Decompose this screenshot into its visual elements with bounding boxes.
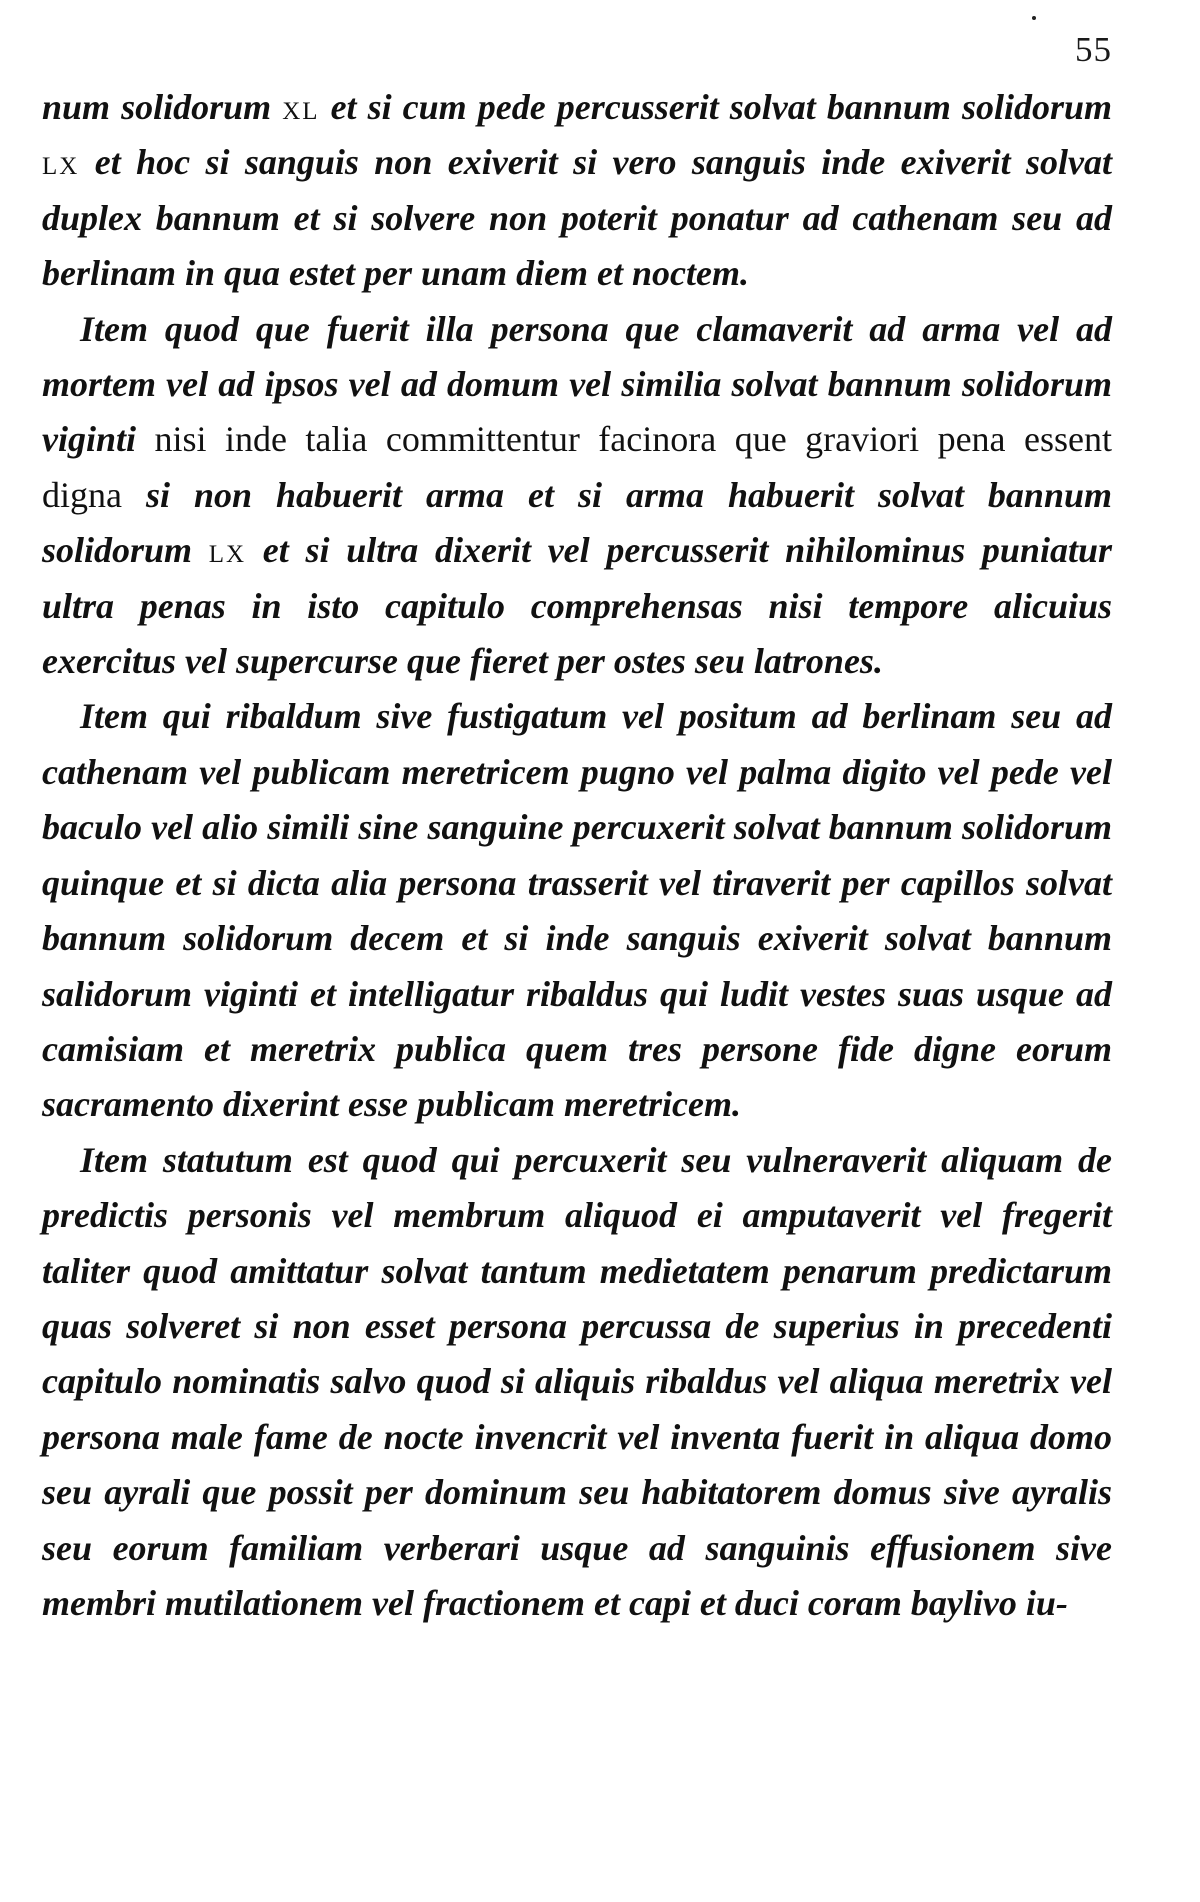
page-number: 55 <box>1075 30 1112 69</box>
italic-text-run: et si cum pede percusserit solvat bannum solidorum <box>319 87 1113 127</box>
paragraph-3 <box>42 689 1112 1132</box>
roman-numeral: xl <box>282 87 320 127</box>
roman-numeral: lx <box>208 530 247 571</box>
italic-text-run: Item statutum est quod qui percuxerit seu vulneraverit aliquam de predictis personis vel membrum aliquod ei amputaverit vel fregerit taliter quod amittatur solvat tantum medietatem penarum predictarum quas solveret si non esset persona percussa de superius in precedenti capitulo nominatis salvo quod si aliquis ribaldus vel aliqua meretrix vel persona male fame de nocte invencrit vel inventa fuerit in aliqua domo seu ayrali que possit per dominum seu habitatorem domus sive ayralis seu eorum familiam verberari usque ad sanguinis effusionem sive membri mutilationem vel fractionem et capi et duci coram baylivo iu- <box>42 1139 1112 1623</box>
roman-text-run: nisi inde talia committentur facinora que graviori pena essent digna <box>42 419 1112 515</box>
paragraph-2 <box>42 302 1112 690</box>
italic-text-run: et si ultra dixerit vel percusserit nihilominus puniatur ultra penas in isto capitulo comprehensas nisi tempore alicuius exercitus vel supercurse que fieret per ostes seu latrones. <box>42 530 1112 682</box>
italic-text-run: Item quod que fuerit illa persona que clamaverit ad arma vel ad mortem vel ad ipsos vel ad domum vel similia solvat bannum solidorum viginti <box>42 308 1112 460</box>
italic-text-run: et hoc si sanguis non exiverit si vero sanguis inde exiverit solvat duplex bannum et si solvere non poterit ponatur ad cathenam seu ad berlinam in qua estet per unam diem et noctem. <box>42 142 1112 294</box>
body-text <box>42 80 1112 1631</box>
ink-speck <box>1032 16 1036 20</box>
paragraph-1 <box>42 80 1112 302</box>
italic-text-run: num solidorum <box>42 87 283 127</box>
roman-numeral: lx <box>42 142 80 183</box>
paragraph-4 <box>42 1133 1112 1632</box>
italic-text-run: si non habuerit arma et si arma habuerit solvat bannum solidorum <box>42 474 1112 571</box>
italic-text-run: Item qui ribaldum sive fustigatum vel positum ad berlinam seu ad cathenam vel publicam meretricem pugno vel palma digito vel pede vel baculo vel alio simili sine sanguine percuxerit solvat bannum solidorum quinque et si dicta alia persona trasserit vel tiraverit per capillos solvat bannum solidorum decem et si inde sanguis exiverit solvat bannum salidorum viginti et intelligatur ribaldus qui ludit vestes suas usque ad camisiam et meretrix publica quem tres persone fide digne eorum sacramento dixerint esse publicam meretricem. <box>42 696 1112 1125</box>
